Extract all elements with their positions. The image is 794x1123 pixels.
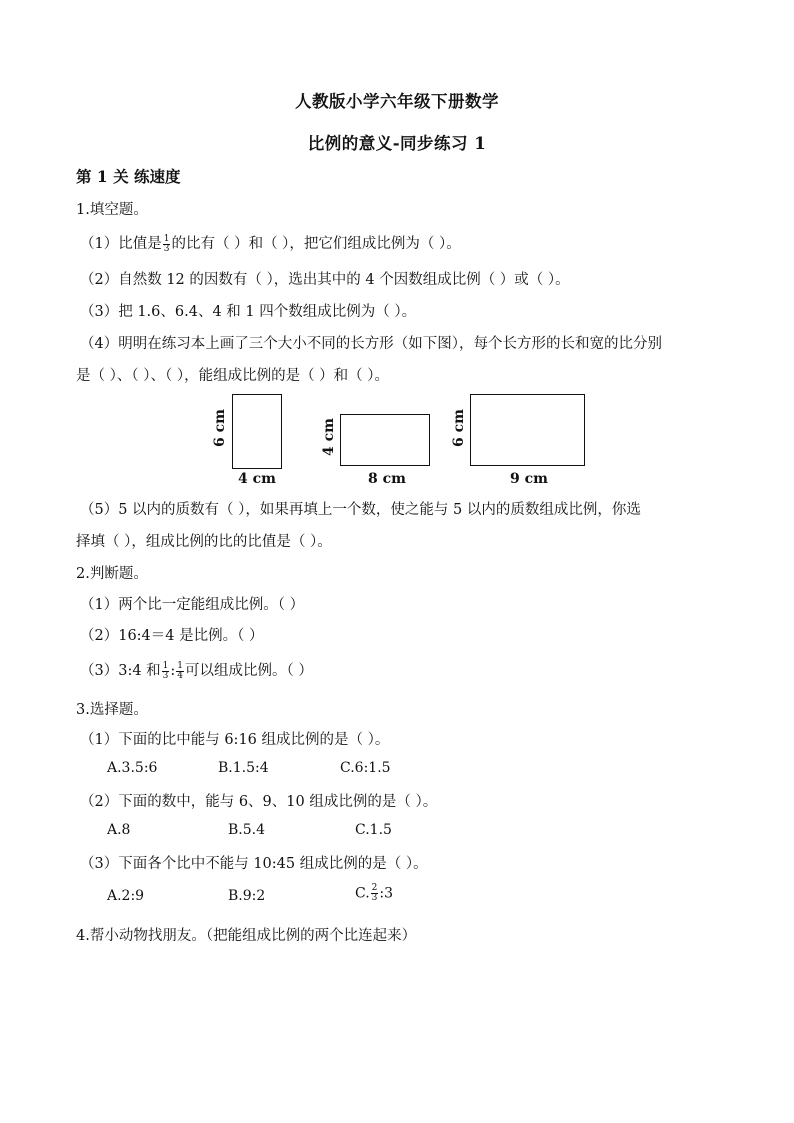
fraction-numerator: 1 — [163, 233, 170, 244]
rectangle-1-height-label: 6 cm — [212, 409, 228, 447]
fraction-numerator: 1 — [177, 660, 184, 671]
option-b: B.5.4 — [228, 822, 266, 838]
fraction-denominator: 4 — [177, 670, 184, 681]
question-1-title: 1.填空题。 — [76, 202, 148, 218]
item-text: 的比有（ ）和（ ），把它们组成比例为（ ）。 — [171, 236, 461, 252]
ratio-colon: : — [170, 663, 176, 679]
rectangle-1 — [232, 394, 282, 469]
question-2-title: 2.判断题。 — [76, 566, 148, 582]
option-c — [355, 884, 393, 903]
item-text: （1）比值是 — [80, 236, 162, 252]
option-c: C.6:1.5 — [340, 760, 391, 776]
rectangle-2-width-label: 8 cm — [368, 471, 406, 487]
option-a: A.2:9 — [107, 888, 145, 904]
fraction-denominator: 3 — [162, 670, 169, 681]
section-heading: 第 1 关 练速度 — [76, 167, 181, 186]
option-a: A.8 — [107, 822, 131, 838]
rectangle-3 — [470, 394, 585, 466]
option-b: B.9:2 — [228, 888, 266, 904]
rectangle-2 — [340, 414, 430, 466]
option-prefix: C. — [355, 885, 370, 902]
fraction — [162, 662, 170, 681]
question-2-item-3 — [80, 659, 313, 681]
question-4-title: 4.帮小动物找朋友。（把能组成比例的两个比连起来） — [76, 928, 417, 944]
rectangle-1-width-label: 4 cm — [238, 471, 276, 487]
question-3-item-3: （3）下面各个比中不能与 10:45 组成比例的是（ ）。 — [80, 856, 428, 872]
rectangle-3-height-label: 6 cm — [451, 409, 467, 447]
question-1-item-5-line-2: 择填（ ），组成比例的比的比值是（ ）。 — [76, 534, 332, 550]
fraction — [163, 235, 171, 254]
question-2-item-1: （1）两个比一定能组成比例。（ ） — [80, 597, 305, 613]
question-3-title: 3.选择题。 — [76, 702, 148, 718]
question-1-item-4-line-1: （4）明明在练习本上画了三个大小不同的长方形（如下图），每个长方形的长和宽的比分别 — [80, 336, 662, 352]
fraction-numerator: 2 — [371, 883, 378, 893]
item-text: （3）3:4 和 — [80, 663, 161, 679]
question-1-item-2: （2）自然数 12 的因数有（ ），选出其中的 4 个因数组成比例（ ）或（ ）。 — [80, 272, 570, 288]
question-1-item-4-line-2: 是（ ）、（ ）、（ ），能组成比例的是（ ）和（ ）。 — [76, 368, 390, 384]
question-1-item-1 — [80, 232, 461, 254]
page-title: 人教版小学六年级下册数学 — [295, 92, 499, 111]
fraction — [176, 662, 184, 681]
question-1-item-5-line-1: （5）5 以内的质数有（ ），如果再填上一个数，使之能与 5 以内的质数组成比例，你选 — [80, 502, 641, 518]
option-a: A.3.5:6 — [107, 760, 158, 776]
rectangle-2-height-label: 4 cm — [321, 418, 337, 456]
option-suffix: :3 — [379, 885, 394, 902]
option-b: B.1.5:4 — [218, 760, 269, 776]
option-c: C.1.5 — [355, 822, 392, 838]
page-subtitle: 比例的意义-同步练习 1 — [307, 134, 487, 153]
rectangle-3-width-label: 9 cm — [510, 471, 548, 487]
fraction-denominator: 3 — [163, 243, 170, 254]
question-3-item-1: （1）下面的比中能与 6:16 组成比例的是（ ）。 — [80, 732, 390, 748]
fraction-denominator: 3 — [371, 893, 378, 903]
question-2-item-2: （2）16:4＝4 是比例。（ ） — [80, 628, 264, 644]
fraction-numerator: 1 — [162, 660, 169, 671]
question-3-item-2: （2）下面的数中，能与 6、9、10 组成比例的是（ ）。 — [80, 794, 438, 810]
item-text: 可以组成比例。（ ） — [185, 663, 313, 679]
question-1-item-3: （3）把 1.6、6.4、4 和 1 四个数组成比例为（ ）。 — [80, 304, 417, 320]
fraction — [371, 884, 379, 903]
